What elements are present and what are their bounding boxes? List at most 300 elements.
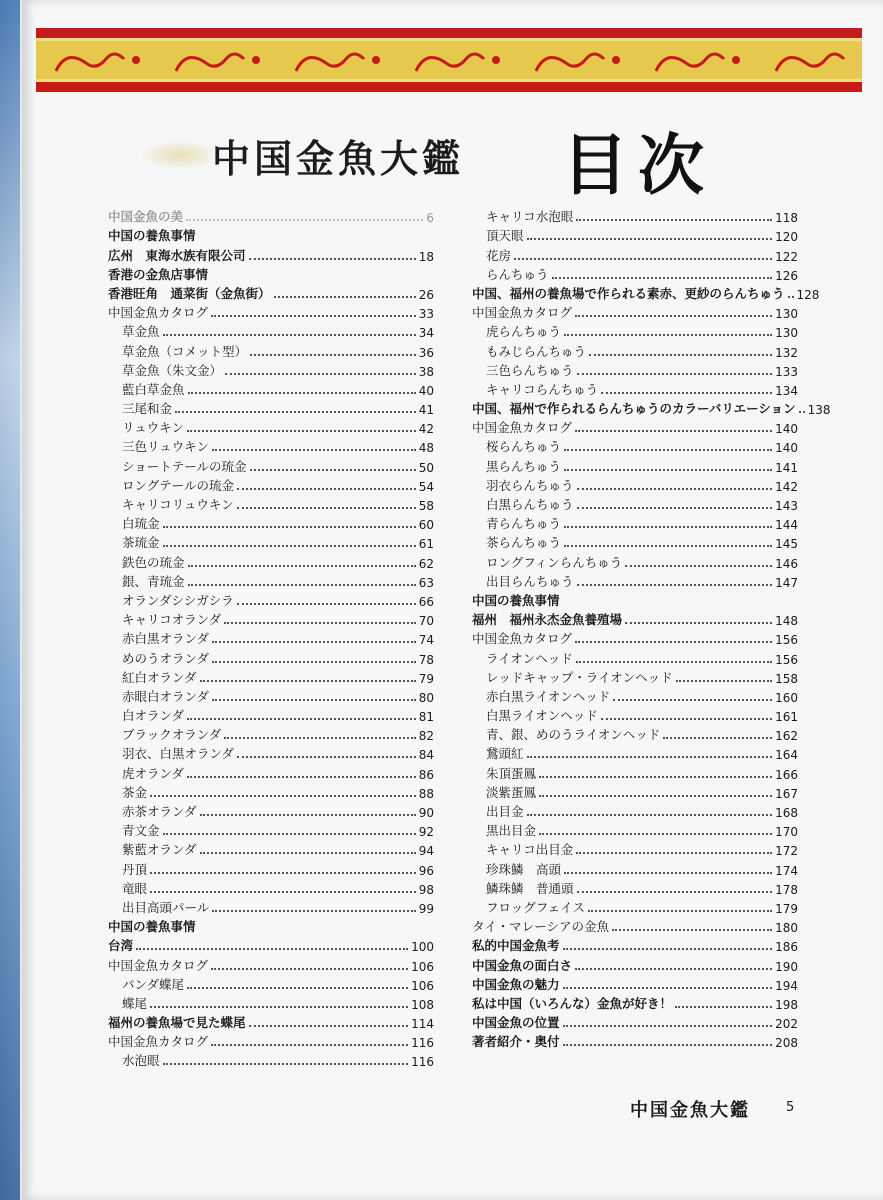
- toc-entry-page: 81: [418, 710, 434, 725]
- toc-entry-title: ロングフィンらんちゅう: [486, 554, 623, 570]
- toc-entry-title: 中国金魚カタログ: [472, 420, 573, 436]
- toc-entry-title: 中国金魚カタログ: [472, 631, 573, 647]
- toc-entry-page: 62: [418, 556, 434, 571]
- toc-entry-page: 82: [418, 729, 434, 744]
- toc-entry-title: 虎らんちゅう: [486, 324, 562, 340]
- toc-entry-title: 珍珠鱗 高頭: [486, 861, 562, 877]
- toc-entry-title: 白黒ライオンヘッド: [486, 708, 598, 724]
- toc-entry-page: 50: [418, 460, 434, 475]
- toc-entry-title: 赤眼白オランダ: [122, 688, 210, 704]
- toc-leader-dots: [212, 910, 415, 912]
- toc-entry: [472, 264, 798, 283]
- toc-entry-page: 100: [411, 940, 434, 955]
- toc-entry-page: 158: [775, 671, 798, 686]
- toc-leader-dots: [136, 948, 408, 950]
- toc-entry-page: 60: [418, 518, 434, 533]
- toc-entry: [472, 283, 820, 302]
- toc-leader-dots: [563, 987, 773, 989]
- toc-entry-page: 162: [775, 729, 798, 744]
- toc-leader-dots: [527, 238, 773, 240]
- toc-entry: [472, 647, 798, 666]
- toc-entry: [472, 1012, 798, 1031]
- toc-entry: [108, 551, 434, 570]
- toc-leader-dots: [211, 315, 416, 317]
- toc-leader-dots: [237, 603, 416, 605]
- toc-entry-page: 198: [775, 997, 798, 1012]
- toc-leader-dots: [799, 411, 805, 413]
- toc-entry-page: 41: [418, 403, 434, 418]
- toc-entry-page: 168: [775, 806, 798, 820]
- toc-entry-page: 156: [775, 652, 798, 667]
- toc-entry: [472, 436, 798, 455]
- toc-entry-title: 台湾: [108, 938, 134, 954]
- toc-leader-dots: [187, 718, 416, 720]
- toc-entry-title: 鵞頭紅: [486, 746, 524, 762]
- toc-entry-title: 草金魚（朱文金）: [122, 362, 223, 378]
- toc-entry-title: 蝶尾: [122, 995, 148, 1011]
- toc-entry-title: レッドキャップ・ライオンヘッド: [486, 669, 673, 685]
- toc-entry-page: 170: [775, 825, 798, 840]
- toc-entry-title: 茶金: [122, 784, 148, 800]
- toc-entry-page: 140: [775, 422, 798, 437]
- toc-leader-dots: [200, 852, 416, 854]
- toc-entry: [472, 571, 798, 590]
- toc-entry: [108, 705, 434, 724]
- toc-entry-page: 208: [775, 1036, 798, 1051]
- toc-entry: [472, 705, 798, 724]
- toc-leader-dots: [200, 814, 416, 816]
- toc-entry-title: 草金魚: [122, 324, 160, 340]
- toc-entry-title: 青文金: [122, 823, 160, 839]
- toc-entry-page: 179: [775, 901, 798, 916]
- toc-entry: [472, 455, 798, 474]
- toc-leader-dots: [588, 910, 772, 912]
- toc-entry-page: 66: [418, 594, 434, 609]
- toc-leader-dots: [225, 373, 416, 375]
- toc-entry: [472, 551, 798, 570]
- toc-leader-dots: [564, 334, 772, 336]
- toc-entry-title: 中国の養魚事情: [472, 592, 560, 608]
- toc-leader-dots: [212, 661, 416, 663]
- toc-entry: [472, 724, 798, 743]
- toc-entry: [472, 954, 798, 973]
- toc-entry-title: 出目高頭パール: [122, 899, 210, 915]
- toc-leader-dots: [577, 373, 773, 375]
- toc-entry-page: 99: [418, 901, 434, 916]
- toc-leader-dots: [212, 449, 416, 451]
- toc-leader-dots: [576, 852, 772, 854]
- toc-leader-dots: [237, 756, 416, 758]
- toc-leader-dots: [577, 507, 773, 509]
- toc-entry: [108, 398, 434, 417]
- toc-entry-page: 80: [418, 690, 434, 705]
- toc-entry: [108, 340, 434, 359]
- toc-entry-page: 174: [775, 863, 798, 878]
- toc-entry: [472, 858, 798, 877]
- toc-entry: [108, 667, 434, 686]
- toc-entry-page: 130: [775, 326, 798, 341]
- toc-entry-title: 青、銀、めのうライオンヘッド: [486, 727, 661, 743]
- toc-entry-page: 186: [775, 940, 798, 955]
- toc-leader-dots: [274, 296, 416, 298]
- toc-entry: [472, 379, 798, 398]
- toc-entry-title: 中国金魚の美: [108, 209, 184, 225]
- toc-entry-title: 福州の養魚場で見た蝶尾: [108, 1015, 246, 1031]
- toc-entry: [472, 820, 798, 839]
- toc-leader-dots: [575, 641, 772, 643]
- toc-entry-title: キャリコらんちゅう: [486, 381, 599, 397]
- toc-entry: [472, 475, 798, 494]
- toc-entry-title: 紅白オランダ: [122, 669, 197, 685]
- toc-entry-page: 133: [775, 364, 798, 379]
- toc-leader-dots: [589, 354, 772, 356]
- toc-entry-title: 出目金: [486, 804, 524, 819]
- toc-leader-dots: [150, 872, 416, 874]
- toc-leader-dots: [676, 680, 772, 682]
- book-page: [22, 0, 883, 1200]
- faded-ornament: [140, 140, 220, 170]
- toc-leader-dots: [163, 833, 416, 835]
- toc-entry-title: 朱頂蛋鳳: [486, 765, 537, 781]
- toc-entry: [472, 916, 798, 935]
- toc-entry-page: 161: [775, 710, 798, 725]
- toc-entry: [472, 513, 798, 532]
- toc-entry-title: キャリコ水泡眼: [486, 209, 574, 225]
- toc-entry: [108, 571, 434, 590]
- toc-entry-page: 128: [796, 287, 820, 302]
- toc-entry: [108, 225, 434, 244]
- toc-entry-page: 36: [418, 345, 434, 360]
- toc-entry: [472, 494, 798, 513]
- cloud-pattern: [36, 41, 862, 79]
- toc-entry-title: ショートテールの琉金: [122, 458, 247, 474]
- toc-entry-page: 34: [418, 326, 434, 341]
- toc-leader-dots: [224, 737, 415, 739]
- toc-leader-dots: [564, 545, 772, 547]
- toc-entry: [472, 417, 798, 436]
- toc-entry-page: 190: [775, 959, 798, 974]
- toc-leader-dots: [625, 622, 772, 624]
- toc-entry: [108, 974, 434, 993]
- toc-entry: [108, 782, 434, 801]
- toc-entry-page: 33: [418, 307, 434, 322]
- toc-leader-dots: [563, 1025, 773, 1027]
- toc-entry: [108, 475, 434, 494]
- toc-entry-title: 鱗珠鱗 普通頭: [486, 880, 574, 896]
- toc-entry-title: 赤白黒オランダ: [122, 631, 210, 647]
- toc-leader-dots: [163, 1063, 409, 1065]
- toc-entry: [472, 993, 798, 1012]
- toc-entry-title: らんちゅう: [486, 266, 549, 282]
- toc-entry-title: 香港の金魚店事情: [108, 266, 209, 282]
- toc-entry-page: 166: [775, 767, 798, 782]
- toc-entry: [472, 1031, 798, 1050]
- toc-entry-title: 淡紫蛋鳳: [486, 784, 537, 800]
- toc-entry-title: キャリコリュウキン: [122, 497, 234, 512]
- toc-entry-title: キャリコオランダ: [122, 612, 222, 628]
- toc-entry: [108, 858, 434, 877]
- toc-entry-page: 114: [411, 1017, 434, 1032]
- toc-entry-title: 桜らんちゅう: [486, 439, 562, 455]
- toc-entry-title: 中国金魚の魅力: [472, 976, 560, 992]
- toc-leader-dots: [211, 968, 408, 970]
- toc-entry-title: 中国金魚カタログ: [472, 305, 573, 321]
- toc-leader-dots: [249, 1025, 409, 1027]
- toc-entry-title: 中国の養魚事情: [108, 228, 196, 244]
- toc-entry-page: 70: [418, 614, 434, 629]
- toc-entry-page: 86: [418, 767, 434, 782]
- toc-entry-page: 140: [775, 441, 798, 456]
- toc-entry: [108, 820, 434, 839]
- toc-entry: [108, 455, 434, 474]
- toc-entry: [108, 417, 434, 436]
- toc-leader-dots: [564, 449, 772, 451]
- toc-entry-page: 18: [418, 249, 434, 264]
- toc-entry-page: 38: [418, 364, 434, 379]
- toc-entry: [108, 916, 434, 935]
- toc-entry-title: 福州 福州永杰金魚養殖場: [472, 612, 623, 628]
- toc-entry-page: 145: [775, 537, 798, 552]
- toc-entry: [108, 878, 434, 897]
- toc-entry: [108, 513, 434, 532]
- toc-leader-dots: [675, 1006, 772, 1008]
- toc-leader-dots: [175, 411, 416, 413]
- toc-leader-dots: [527, 756, 773, 758]
- toc-entry-title: 著者紹介・奥付: [472, 1034, 560, 1050]
- toc-entry-title: 羽衣、白黒オランダ: [122, 746, 235, 762]
- toc-entry: [108, 724, 434, 743]
- toc-leader-dots: [539, 833, 772, 835]
- toc-entry-title: 中国金魚カタログ: [108, 1034, 209, 1050]
- toc-entry-title: 中国金魚カタログ: [108, 957, 209, 973]
- toc-entry-page: 94: [418, 844, 434, 859]
- toc-entry-title: 虎オランダ: [122, 765, 185, 781]
- toc-entry: [472, 686, 798, 705]
- toc-entry-page: 132: [775, 345, 798, 360]
- toc-leader-dots: [527, 814, 773, 816]
- toc-leader-dots: [576, 661, 772, 663]
- toc-entry: [108, 283, 434, 302]
- toc-entry-page: 130: [775, 307, 798, 322]
- toc-entry: [108, 801, 434, 820]
- toc-entry-title: ライオンヘッド: [486, 650, 573, 666]
- toc-leader-dots: [187, 776, 416, 778]
- toc-entry-title: 黒出目金: [486, 823, 537, 839]
- toc-entry: [472, 667, 798, 686]
- toc-entry-page: 144: [775, 518, 798, 533]
- toc-leader-dots: [250, 354, 416, 356]
- toc-entry-title: フロッグフェイス: [486, 899, 586, 915]
- toc-entry-title: 白琉金: [122, 516, 160, 532]
- toc-leader-dots: [187, 430, 416, 432]
- toc-leader-dots: [601, 718, 772, 720]
- toc-entry-title: 花房: [486, 247, 512, 263]
- toc-entry-page: 160: [775, 690, 798, 705]
- toc-leader-dots: [188, 565, 416, 567]
- toc-entry: [472, 321, 798, 340]
- adjacent-page-edge: [0, 0, 20, 1200]
- toc-entry: [472, 628, 798, 647]
- toc-entry-page: 194: [775, 978, 798, 993]
- toc-entry-title: 黒らんちゅう: [486, 458, 562, 474]
- toc-entry: [108, 494, 434, 513]
- toc-entry-title: 中国金魚の位置: [472, 1015, 560, 1031]
- toc-leader-dots: [575, 315, 772, 317]
- toc-entry-title: 赤茶オランダ: [122, 804, 197, 819]
- toc-leader-dots: [575, 968, 772, 970]
- toc-entry-title: 三色リュウキン: [122, 439, 210, 455]
- toc-entry-title: 紫藍オランダ: [122, 842, 197, 858]
- toc-entry: [108, 1012, 434, 1031]
- toc-entry-page: 88: [418, 786, 434, 801]
- toc-entry: [108, 436, 434, 455]
- toc-entry-title: 私的中国金魚考: [472, 938, 560, 954]
- toc-leader-dots: [564, 469, 772, 471]
- toc-entry-page: 141: [775, 460, 798, 475]
- toc-entry: [472, 974, 798, 993]
- toc-entry-title: 赤白黒ライオンヘッド: [486, 688, 611, 704]
- toc-leader-dots: [212, 641, 416, 643]
- toc-entry-title: 中国の養魚事情: [108, 919, 196, 935]
- toc-entry-title: 中国金魚カタログ: [108, 305, 209, 321]
- toc-leader-dots: [250, 469, 416, 471]
- toc-leader-dots: [788, 296, 794, 298]
- toc-leader-dots: [150, 891, 416, 893]
- decorative-border: [36, 28, 862, 92]
- toc-entry-page: 202: [775, 1017, 798, 1032]
- toc-entry: [472, 935, 798, 954]
- toc-entry-title: 中国金魚の面白さ: [472, 957, 573, 973]
- toc-entry: [472, 609, 798, 628]
- toc-entry-page: 106: [411, 959, 434, 974]
- toc-leader-dots: [576, 219, 772, 221]
- toc-leader-dots: [613, 699, 772, 701]
- toc-entry: [108, 609, 434, 628]
- toc-entry-title: 丹頂: [122, 861, 148, 877]
- toc-entry-title: オランダシシガシラ: [122, 592, 234, 608]
- toc-leader-dots: [563, 948, 773, 950]
- toc-entry-title: 三色らんちゅう: [486, 362, 574, 378]
- toc-leader-dots: [612, 929, 772, 931]
- toc-entry-page: 138: [807, 403, 831, 418]
- toc-leader-dots: [577, 584, 773, 586]
- section-title: 目次: [562, 126, 714, 204]
- toc-entry: [108, 302, 434, 321]
- toc-entry: [472, 398, 831, 418]
- toc-entry: [108, 590, 434, 609]
- toc-entry: [108, 379, 434, 398]
- toc-entry-page: 40: [418, 383, 434, 398]
- toc-entry-page: 96: [418, 863, 434, 878]
- toc-leader-dots: [249, 258, 416, 260]
- toc-entry: [472, 801, 798, 820]
- toc-entry-page: 26: [418, 287, 434, 302]
- toc-leader-dots: [601, 392, 772, 394]
- toc-entry-page: 79: [418, 671, 434, 686]
- toc-leader-dots: [200, 680, 416, 682]
- toc-entry-page: 106: [411, 978, 434, 993]
- toc-entry: [108, 264, 434, 283]
- toc-leader-dots: [577, 891, 773, 893]
- toc-leader-dots: [577, 488, 773, 490]
- toc-entry-page: 143: [775, 499, 798, 513]
- toc-entry-page: 98: [418, 882, 434, 897]
- toc-entry-page: 6: [426, 211, 434, 226]
- toc-entry: [108, 935, 434, 954]
- toc-entry: [108, 993, 434, 1012]
- toc-entry: [108, 1031, 434, 1050]
- toc-entry: [472, 302, 798, 321]
- toc-entry: [472, 244, 798, 263]
- toc-entry: [472, 360, 798, 379]
- toc-leader-dots: [150, 1006, 408, 1008]
- toc-entry-page: 74: [418, 633, 434, 648]
- toc-leader-dots: [539, 776, 772, 778]
- toc-entry-title: タイ・マレーシアの金魚: [472, 919, 610, 935]
- toc-entry-title: 私は中国（いろんな）金魚が好き！: [472, 995, 673, 1011]
- toc-entry: [108, 686, 434, 705]
- toc-entry-page: 78: [418, 652, 434, 667]
- toc-entry-title: 白オランダ: [122, 708, 185, 724]
- toc-entry-title: パンダ蝶尾: [122, 976, 185, 992]
- toc-entry-page: 180: [775, 921, 798, 936]
- toc-entry-title: 藍白草金魚: [122, 381, 185, 397]
- toc-leader-dots: [163, 545, 416, 547]
- toc-entry: [108, 628, 434, 647]
- toc-entry: [472, 532, 798, 551]
- toc-leader-dots: [539, 795, 772, 797]
- toc-leader-dots: [625, 565, 772, 567]
- toc-entry: [108, 1050, 434, 1069]
- toc-entry: [472, 839, 798, 858]
- toc-entry-title: 草金魚（コメット型）: [122, 343, 248, 359]
- toc-left-column: [108, 206, 434, 1069]
- toc-entry-title: 中国、福州の養魚場で作られる素赤、更紗のらんちゅう: [472, 285, 785, 301]
- toc-entry: [472, 878, 798, 897]
- toc-entry-page: 54: [418, 479, 434, 494]
- toc-entry-title: キャリコ出目金: [486, 842, 574, 858]
- toc-entry-page: 147: [775, 575, 798, 590]
- toc-entry-page: 116: [411, 1055, 434, 1070]
- toc-entry-title: 水泡眼: [122, 1053, 160, 1069]
- toc-entry-title: 鉄色の琉金: [122, 554, 185, 570]
- toc-entry-title: 香港旺角 通菜街（金魚街）: [108, 285, 271, 301]
- toc-right-column: [472, 206, 831, 1051]
- toc-entry: [108, 647, 434, 666]
- toc-entry: [108, 321, 434, 340]
- toc-entry-page: 167: [775, 786, 798, 801]
- toc-leader-dots: [188, 584, 416, 586]
- toc-entry: [108, 954, 434, 973]
- toc-entry-page: 84: [418, 748, 434, 763]
- toc-leader-dots: [163, 334, 416, 336]
- toc-leader-dots: [150, 795, 416, 797]
- toc-entry-title: リュウキン: [122, 420, 185, 436]
- toc-entry-page: 148: [775, 614, 798, 629]
- toc-entry-page: 120: [775, 230, 798, 245]
- toc-entry-title: 竜眼: [122, 880, 148, 896]
- toc-leader-dots: [564, 526, 772, 528]
- toc-leader-dots: [663, 737, 772, 739]
- toc-leader-dots: [564, 872, 772, 874]
- toc-entry-page: 146: [775, 556, 798, 571]
- toc-entry: [108, 743, 434, 762]
- toc-leader-dots: [211, 1044, 408, 1046]
- toc-entry-title: 銀、青琉金: [122, 573, 185, 589]
- toc-entry-page: 178: [775, 882, 798, 897]
- toc-leader-dots: [212, 699, 416, 701]
- toc-entry-title: 広州 東海水族有限公司: [108, 247, 246, 263]
